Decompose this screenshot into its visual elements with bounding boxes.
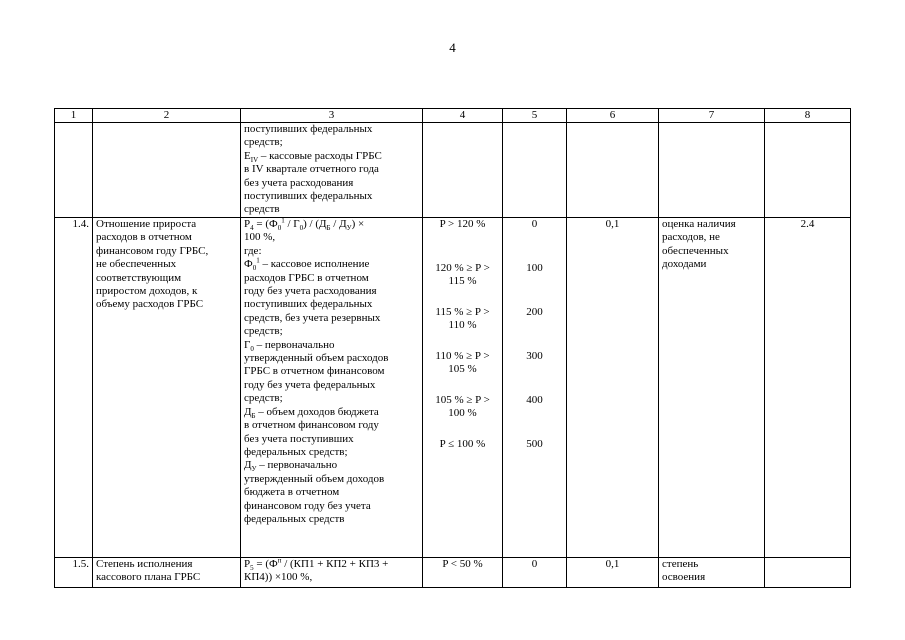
- points-item: 0: [531, 218, 538, 230]
- header-cell-6: 6: [567, 109, 659, 123]
- header-cell-1: 1: [55, 109, 93, 123]
- condition-item: P < 50 %: [423, 558, 503, 588]
- header-row: [55, 109, 851, 123]
- points-item: 200: [526, 306, 543, 318]
- row-number: 1.5.: [55, 558, 93, 588]
- definition-g0: $Г_0$ – первоначально утвержденный объем расходов ГРБС в отчетном финансовом году без учета федеральных средств;: [244, 338, 389, 405]
- reference-cell: 2.4: [765, 218, 851, 558]
- criteria-table: [54, 108, 851, 588]
- weight-cell: 0,1: [567, 218, 659, 558]
- indicator-name: Степень исполнения кассового плана ГРБС: [93, 558, 241, 588]
- definition-f0: $Ф_0^1$ – кассовое исполнение расходов ГРБС в отчетном году без учета расходования поступивших федеральных средств, без учета резервных средств;: [244, 256, 381, 338]
- header-cell-3: 3: [241, 109, 423, 123]
- header-cell-2: 2: [93, 109, 241, 123]
- weight-cell: 0,1: [567, 558, 659, 588]
- points-item: 100: [526, 262, 543, 274]
- continuation-formula-cell: [241, 123, 423, 218]
- definition-dy: $Д_У$ – первоначально утвержденный объем доходов бюджета в отчетном финансовом году без учета федеральных средств: [244, 459, 385, 525]
- condition-item: 115 % ≥ P > 110 %: [435, 306, 490, 332]
- conditions-cell: [423, 218, 503, 558]
- condition-item: 120 % ≥ P > 115 %: [435, 262, 490, 288]
- points-item: 300: [526, 350, 543, 362]
- condition-item: 110 % ≥ P > 105 %: [435, 350, 490, 376]
- continuation-text: поступивших федеральных средств;: [244, 123, 373, 149]
- definition-e-iv: $E_{IV}$ – кассовые расходы ГРБС в IV квартале отчетного года без учета расходования поступивших федеральных средств: [244, 149, 382, 216]
- points-item: 0: [503, 558, 567, 588]
- row-number: 1.4.: [55, 218, 93, 558]
- continuation-row: [55, 123, 851, 218]
- table-row-1-5: [55, 558, 851, 588]
- header-cell-8: 8: [765, 109, 851, 123]
- formula-p5: $P_5 = (Ф^п / (КП1 + КП2 + КП3$ + КП4)) ×100 %,: [241, 558, 423, 588]
- page-number: 4: [449, 40, 456, 55]
- header-cell-4: 4: [423, 109, 503, 123]
- condition-item: P ≤ 100 %: [439, 438, 486, 450]
- formula-p4: $P_4 = (Ф_0^1 / Г_0) / (Д_Б / Д_У)$ × 100 %, где:: [244, 216, 365, 257]
- definition-db: $Д_Б$ – объем доходов бюджета в отчетном финансовом году без учета поступивших федеральных средств;: [244, 405, 379, 458]
- header-cell-7: 7: [659, 109, 765, 123]
- formula-cell: [241, 218, 423, 558]
- points-item: 500: [526, 438, 543, 450]
- reference-cell: [765, 558, 851, 588]
- points-item: 400: [526, 394, 543, 406]
- points-cell: [503, 218, 567, 558]
- header-cell-5: 5: [503, 109, 567, 123]
- table-row-1-4: [55, 218, 851, 558]
- description-cell: степень освоения: [659, 558, 765, 588]
- condition-item: P > 120 %: [439, 218, 486, 230]
- description-cell: оценка наличия расходов, не обеспеченных доходами: [659, 218, 765, 558]
- condition-item: 105 % ≥ P > 100 %: [435, 394, 490, 420]
- indicator-name: Отношение прироста расходов в отчетном финансовом году ГРБС, не обеспеченных соответствующим приростом доходов, к объему расходов ГРБС: [93, 218, 241, 558]
